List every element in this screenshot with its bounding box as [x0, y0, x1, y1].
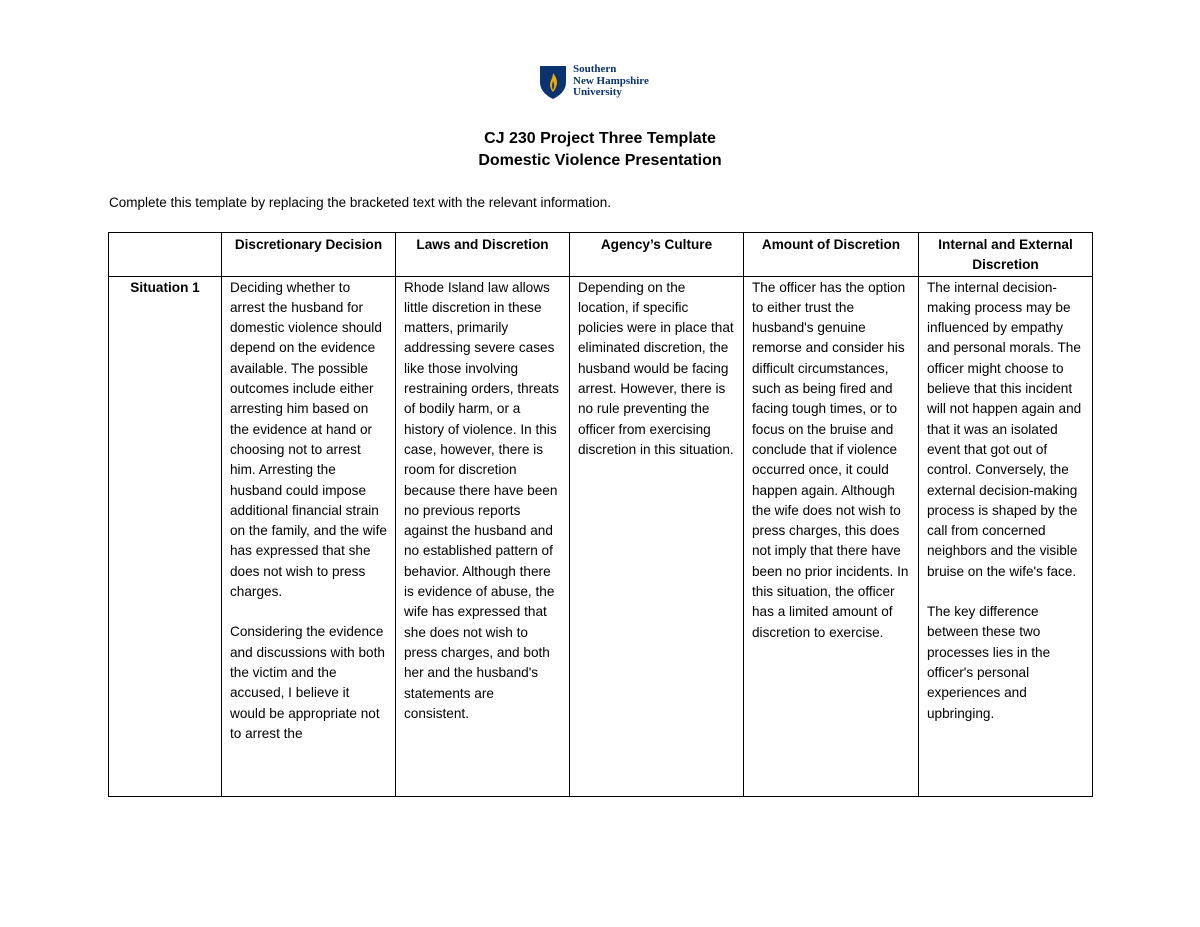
culture-paragraph: Depending on the location, if specific policies were in place that eliminated discretion, the husband would be facing arrest. However, there is no rule preventing the officer from exercising discretion in this situation. — [578, 279, 734, 457]
decision-paragraph-2: Considering the evidence and discussions with both the victim and the accused, I believe it would be appropriate not to arrest the — [230, 624, 385, 741]
header-internal-external-discretion: Internal and External Discretion — [919, 233, 1093, 277]
university-logo — [538, 64, 649, 100]
logo-line-1: Southern — [573, 63, 617, 75]
laws-paragraph: Rhode Island law allows little discretion in these matters, primarily addressing severe cases like those involving restraining orders, threats of bodily harm, or a history of violence. In this case, however, there is room for discretion because there have been no previous reports against the husband and no established pattern of behavior. Although there is evidence of abuse, the wife has expressed that she does not wish to press charges, and both her and the husband's statements are consistent. — [404, 279, 559, 721]
cell-internal-external-discretion — [919, 276, 1093, 796]
header-laws-and-discretion: Laws and Discretion — [396, 233, 570, 277]
logo-line-3: University — [573, 86, 622, 98]
internal-paragraph-2: The key difference between these two processes lies in the officer's personal experiences and upbringing. — [927, 604, 1051, 721]
cell-laws-and-discretion — [396, 276, 570, 796]
document-subtitle: Domestic Violence Presentation — [478, 152, 722, 169]
shield-flame-icon — [538, 64, 568, 100]
amount-paragraph: The officer has the option to either trust the husband's genuine remorse and consider his difficult circumstances, such as being fired and facing tough times, or to focus on the bruise and conclude that if violence occurred once, it could happen again. Although the wife does not wish to press charges, this does not imply that there have been no prior incidents. In this situation, the officer has a limited amount of discretion to exercise. — [752, 279, 909, 640]
internal-paragraph-1: The internal decision-making process may be influenced by empathy and personal morals. The officer might choose to believe that this incident will not happen again and that it was an isolated event that got out of control. Conversely, the external decision-making process is shaped by the call from concerned neighbors and the visible bruise on the wife's face. — [927, 279, 1082, 579]
header-cell-empty — [109, 233, 222, 277]
instructions-text: Complete this template by replacing the bracketed text with the relevant information. — [109, 195, 612, 210]
cell-discretionary-decision — [222, 276, 396, 796]
document-title: CJ 230 Project Three Template — [484, 130, 716, 147]
table-header-row — [109, 233, 1093, 277]
cell-amount-of-discretion — [744, 276, 919, 796]
document-title-block — [0, 128, 1200, 172]
header-discretionary-decision: Discretionary Decision — [222, 233, 396, 277]
row-label-situation-1: Situation 1 — [109, 276, 222, 796]
logo-wordmark — [573, 64, 649, 99]
discretion-table — [108, 232, 1093, 797]
header-amount-of-discretion: Amount of Discretion — [744, 233, 919, 277]
cell-agency-culture — [570, 276, 744, 796]
logo-line-2: New Hampshire — [573, 74, 649, 87]
table-row-situation-1 — [109, 276, 1093, 796]
header-agency-culture: Agency’s Culture — [570, 233, 744, 277]
decision-paragraph-1: Deciding whether to arrest the husband for domestic violence should depend on the evidence available. The possible outcomes include either arresting him based on the evidence at hand or choosing not to arrest him. Arresting the husband could impose additional financial strain on the family, and the wife has expressed that she does not wish to press charges. — [230, 279, 387, 600]
